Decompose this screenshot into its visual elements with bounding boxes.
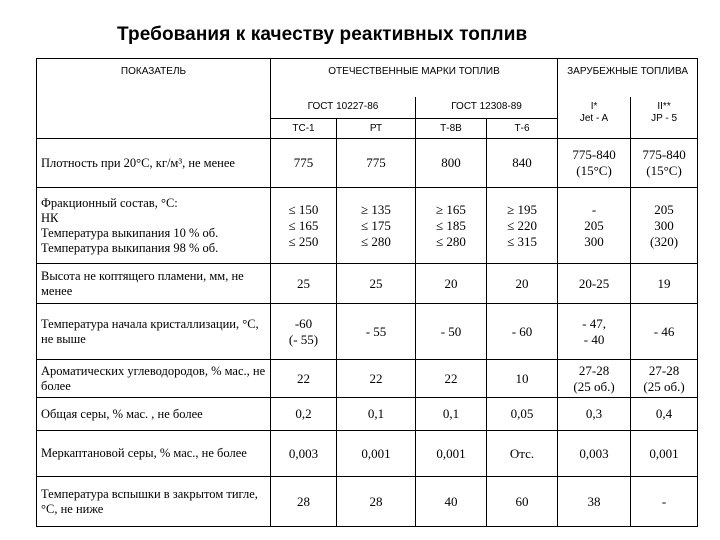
table-cell: - 46 (631, 304, 698, 360)
table-cell: 0,05 (487, 398, 558, 431)
table-cell: - (631, 477, 698, 527)
row-label: Меркаптановой серы, % мас., не более (37, 431, 271, 477)
table-row (37, 477, 698, 527)
row-label: Температура начала кристаллизации, °С, не выше (37, 304, 271, 360)
row-label: Температура вспышки в закрытом тигле,°С, не ниже (37, 477, 271, 527)
table-cell: 28 (337, 477, 416, 527)
row-label: Плотность при 20°С, кг/м³, не менее (37, 139, 271, 188)
table-cell: 10 (487, 360, 558, 398)
table-cell: 20-25 (558, 264, 631, 304)
table-cell: ≥ 135 ≤ 175 ≤ 280 (337, 188, 416, 264)
table-row (37, 360, 698, 398)
header-gost-12308: ГОСТ 12308-89 (416, 97, 558, 119)
brand-t-6: Т-6 (487, 119, 558, 139)
row-label: Ароматических углеводородов, % мас., не более (37, 360, 271, 398)
table-cell: 775-840 (15°С) (631, 139, 698, 188)
table-cell: ≤ 150 ≤ 165 ≤ 250 (271, 188, 337, 264)
table-cell: ≥ 195 ≤ 220 ≤ 315 (487, 188, 558, 264)
table-cell: 19 (631, 264, 698, 304)
table-cell: 0,1 (337, 398, 416, 431)
table-cell: 0,003 (271, 431, 337, 477)
table-cell: 60 (487, 477, 558, 527)
table-cell: 0,001 (631, 431, 698, 477)
table-cell: 38 (558, 477, 631, 527)
table-cell: 0,3 (558, 398, 631, 431)
table-cell: 40 (416, 477, 487, 527)
table-cell: 0,4 (631, 398, 698, 431)
table-cell: 27-28 (25 об.) (631, 360, 698, 398)
table-cell: 20 (487, 264, 558, 304)
page-title: Требования к качеству реактивных топлив (117, 24, 528, 45)
table-cell: Отс. (487, 431, 558, 477)
table-cell: 0,001 (337, 431, 416, 477)
header-foreign-2 (631, 97, 698, 139)
row-label: Общая серы, % мас. , не более (37, 398, 271, 431)
table-cell: 22 (337, 360, 416, 398)
table-row (37, 264, 698, 304)
table-cell: 205 300 (320) (631, 188, 698, 264)
table-cell: 0,001 (416, 431, 487, 477)
row-label: Фракционный состав, °С: НК Температура выкипания 10 % об. Температура выкипания 98 % об. (37, 188, 271, 264)
header-domestic: ОТЕЧЕСТВЕННЫЕ МАРКИ ТОПЛИВ (271, 59, 558, 97)
table-cell: 25 (271, 264, 337, 304)
table-cell: - 55 (337, 304, 416, 360)
table-cell: 840 (487, 139, 558, 188)
table-row (37, 431, 698, 477)
header-foreign: ЗАРУБЕЖНЫЕ ТОПЛИВА (558, 59, 698, 97)
table-cell: - 60 (487, 304, 558, 360)
table-cell: - 50 (416, 304, 487, 360)
header-indicator: ПОКАЗАТЕЛЬ (37, 59, 271, 139)
brand-rt: РТ (337, 119, 416, 139)
header-gost-10227: ГОСТ 10227-86 (271, 97, 416, 119)
row-label: Высота не коптящего пламени, мм, не менее (37, 264, 271, 304)
table-row (37, 304, 698, 360)
table-cell: 775 (337, 139, 416, 188)
table-cell: -60 (- 55) (271, 304, 337, 360)
table-cell: - 47, - 40 (558, 304, 631, 360)
table-cell: 22 (271, 360, 337, 398)
table-cell: - 205 300 (558, 188, 631, 264)
table-cell: 27-28 (25 об.) (558, 360, 631, 398)
table-cell: ≥ 165 ≤ 185 ≤ 280 (416, 188, 487, 264)
table-cell: 25 (337, 264, 416, 304)
table-cell: 0,003 (558, 431, 631, 477)
header-foreign-1 (558, 97, 631, 139)
table-cell: 0,1 (416, 398, 487, 431)
table-row (37, 398, 698, 431)
table-cell: 20 (416, 264, 487, 304)
table-cell: 0,2 (271, 398, 337, 431)
header-foreign-1-sub: Jet - A (579, 112, 609, 124)
brand-t-8v: Т-8В (416, 119, 487, 139)
header-row-1 (37, 59, 698, 97)
header-foreign-1-name: I* (590, 100, 598, 112)
table-cell: 28 (271, 477, 337, 527)
header-foreign-2-name: II** (657, 100, 671, 112)
table-cell: 775-840 (15°С) (558, 139, 631, 188)
table-row (37, 188, 698, 264)
requirements-table (36, 58, 698, 527)
table-cell: 22 (416, 360, 487, 398)
header-foreign-2-sub: JP - 5 (651, 112, 678, 124)
table-cell: 775 (271, 139, 337, 188)
table-row (37, 139, 698, 188)
table-cell: 800 (416, 139, 487, 188)
brand-ts-1: ТС-1 (271, 119, 337, 139)
